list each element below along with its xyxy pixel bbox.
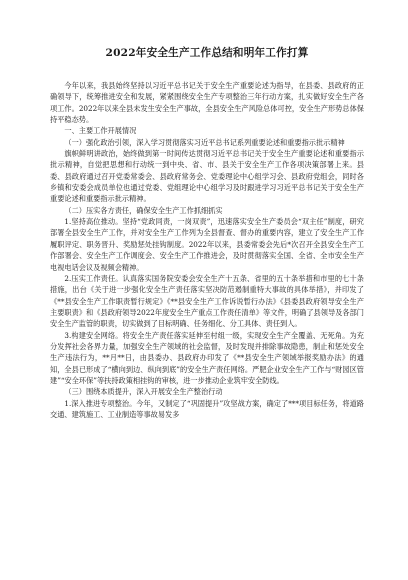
subsection-heading: （一）强化政治引领，深入学习贯彻落实习近平总书记系列重要论述和重要指示批示精神: [64, 137, 345, 147]
body-paragraph: 1.深入推进专项整治。今年，又制定了“巩固提升”攻坚战方案，确定了***项目标任务，将道路交通、建筑施工、工业制造等事故易发多: [50, 398, 364, 419]
body-paragraph: 旗帜鲜明讲政治，始终做到第一时间传达贯彻习近平总书记关于安全生产重要论述和重要指示批示精神，自觉把思想和行动统一到中央、省、市、县关于安全生产工作各项决策部署上来。县委、县政府通过召开党委常委会、县政府常务会、党委理论中心组学习会、县政府党组会，同时各乡镇和安委会成员单位也通过党委、党组理论中心组学习及时跟进学习习近平总书记关于安全生产重要论述和重要指示批示精神。: [50, 149, 364, 204]
subsection-heading: （三）围绕本质提升，深入开展安全生产整治行动: [64, 387, 223, 397]
intro-paragraph: 今年以来，我县始终坚持以习近平总书记关于安全生产重要论述为指导，在县委、县政府的正确领导下，统筹推进安全和发展，紧紧围绕安全生产专项整治三年行动方案，扎实做好安全生产各项工作。2022年以来全县未发生安全生产事故，全县安全生产风险总体可控，安全生产形势总体保持平稳态势。: [50, 81, 364, 125]
body-paragraph: 2.压实工作责任。认真落实国务院安委会安全生产十五条、省里的五十条举措和市里的七十条措施，出台《关于进一步强化安全生产责任落实坚决防范遏制重特大事故的具体举措》，并印发了《**县安全生产工作职责暂行规定》《**县安全生产工作诉说暂行办法》《县委县政府领导安全生产主要职责》和《县政府领导2022年度安全生产重点工作责任清单》等文件，明确了县领导及各部门安全生产监管的职责，切实做到了目标明确、任务细化、分工具体、责任到人。: [50, 273, 364, 329]
subsection-heading: （二）压实各方责任，确保安全生产工作抓细抓实: [64, 205, 223, 215]
body-paragraph: 3.构建安全网络。将安全生产责任落实延伸至村组一级，实现安全生产全覆盖、无死角。为充分发挥社会各界力量，加强安全生产领域的社会监督，及时发现并排除事故隐患，制止和惩处安全生产违法行为，**月**日，由县委办、县政府办印发了《**县安全生产领域举报奖励办法》的通知，全县已形成了“横向到边、纵向到底”的安全生产责任网络。严肥企业安全生产工作与“财园区管建”“安全环保”等扶持政策相挂钩的审核，进一步推动企业筑牢安全防线。: [50, 330, 364, 385]
body-paragraph: 1.坚持高位推动。坚持“党政同责，一岗双责”，迅速落实安全生产委员会“双主任”制度，研究部署全县安全生产工作，并对安全生产工作列为全县督查、督办的重要内容，建立了安全生产工作履职评定、职务晋升、奖励惩处挂钩制度。2022年以来，县委常委会先后*次召开全县安全生产工作部署会、安全生产工作调度会、安全生产工作推进会，及时贯彻落实全国、全省、全市安全生产电视电话会议及视频会精神。: [50, 217, 364, 272]
section-heading: 一、主要工作开展情况: [64, 126, 137, 136]
document-title: 2022年安全生产工作总结和明年工作打算: [105, 47, 309, 59]
